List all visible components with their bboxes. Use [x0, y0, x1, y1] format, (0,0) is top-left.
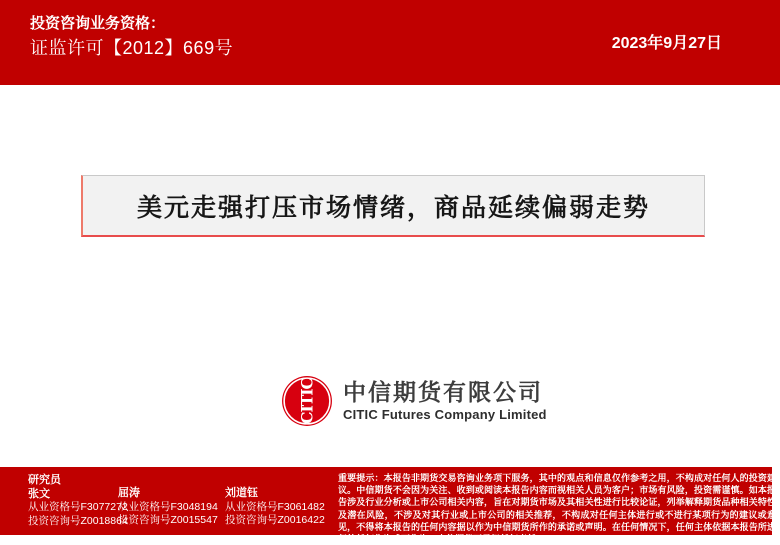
researcher-qualification: 从业资格号F3048194	[118, 500, 218, 513]
qualification-title: 投资咨询业务资格：	[30, 15, 166, 32]
company-name-block	[343, 379, 547, 423]
bottom-banner	[0, 467, 776, 545]
company-name-en: CITIC Futures Company Limited	[343, 407, 547, 422]
researcher-column-1	[28, 474, 128, 528]
qualification-number: 证监许可【2012】669号	[30, 38, 234, 58]
researcher-advisory: 投资咨询号Z0018864	[28, 514, 128, 527]
researcher-qualification: 从业资格号F3077272	[28, 501, 128, 513]
company-name-cn: 中信期货有限公司	[343, 379, 543, 406]
researcher-name: 张文	[28, 487, 50, 500]
researcher-column-2	[118, 487, 218, 528]
researcher-advisory: 投资咨询号Z0016422	[225, 514, 325, 526]
researcher-name: 刘道钰	[225, 487, 258, 499]
researcher-label: 研究员	[28, 474, 61, 486]
citic-logo-icon	[281, 375, 333, 427]
report-title: 美元走强打压市场情绪，商品延续偏弱走势	[136, 193, 650, 222]
report-title-box	[81, 175, 705, 237]
report-date: 2023年9月27日	[611, 35, 722, 52]
svg-text:CITIC: CITIC	[297, 378, 317, 424]
disclaimer-text: 重要提示：本报告非期货交易咨询业务项下服务，其中的观点和信息仅作参考之用，不构成对任何人的投资建议。中信期货不会因为关注、收到或阅读本报告内容而视相关人员为客户；市场有风险，投资需谨慎。如本报告涉及行业分析或上市公司相关内容，旨在对期货市场及其相关性进行比较论证，列举解释期货品种相关特性及潜在风险，不涉及对其行业或上市公司的相关推荐，不构成对任何主体进行或不进行某项行为的建议或意见，不得将本报告的任何内容据以作为中信期货所作的承诺或声明。在任何情况下，任何主体依据本报告所进行的任何作为或不作为，中信期货不承担任何责任。	[338, 473, 776, 545]
researcher-column-3	[225, 487, 325, 528]
company-logo	[281, 375, 547, 427]
researcher-advisory: 投资咨询号Z0015547	[118, 514, 218, 526]
top-banner	[0, 0, 780, 85]
researcher-name: 屈涛	[118, 487, 140, 499]
researcher-qualification: 从业资格号F3061482	[225, 500, 325, 513]
qualification-block	[30, 13, 233, 61]
